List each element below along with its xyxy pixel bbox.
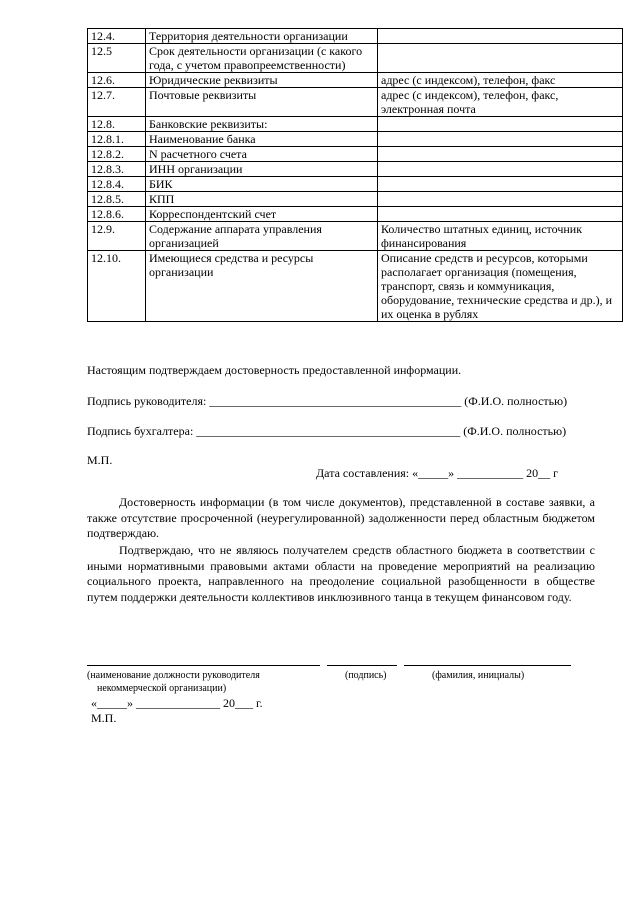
position-underline	[87, 665, 320, 666]
table-row	[88, 73, 623, 88]
compilation-date-line: Дата составления: «_____» ___________ 20__ г	[316, 466, 559, 480]
reliability-paragraph: Достоверность информации (в том числе документов), представленной в составе заявки, а также отсутствие просроченной (неурегулированной) задолженности перед областным бюджетом подтверждаю.	[87, 495, 595, 540]
signature-underline	[327, 665, 397, 666]
row-name-cell: БИК	[146, 177, 378, 192]
row-num-cell: 12.9.	[88, 222, 146, 251]
position-caption: (наименование должности руководителя	[87, 670, 260, 681]
table-row	[88, 88, 623, 117]
table-row	[88, 251, 623, 322]
row-name-cell: Корреспондентский счет	[146, 207, 378, 222]
table-row	[88, 147, 623, 162]
row-num-cell: 12.7.	[88, 88, 146, 117]
row-name-cell: Имеющиеся средства и ресурсы организации	[146, 251, 378, 322]
row-num-cell: 12.8.	[88, 117, 146, 132]
row-note-cell	[378, 177, 623, 192]
stamp-mark: М.П.	[87, 453, 113, 467]
signature-caption: (подпись)	[345, 670, 387, 681]
row-note-cell	[378, 29, 623, 44]
row-name-cell: Банковские реквизиты:	[146, 117, 378, 132]
table-row	[88, 162, 623, 177]
row-name-cell: Срок деятельности организации (с какого года, с учетом правопреемственности)	[146, 44, 378, 73]
row-note-cell	[378, 117, 623, 132]
row-note-cell	[378, 192, 623, 207]
row-num-cell: 12.8.1.	[88, 132, 146, 147]
row-name-cell: КПП	[146, 192, 378, 207]
row-name-cell: Почтовые реквизиты	[146, 88, 378, 117]
row-num-cell: 12.10.	[88, 251, 146, 322]
name-caption: (фамилия, инициалы)	[432, 670, 525, 681]
table-row	[88, 177, 623, 192]
row-note-cell	[378, 132, 623, 147]
head-signature-line: Подпись руководителя: __________________________________________ (Ф.И.О. полностью)	[87, 394, 568, 408]
signing-date-line: «_____» ______________ 20___ г.	[91, 696, 263, 710]
row-num-cell: 12.5	[88, 44, 146, 73]
row-num-cell: 12.8.6.	[88, 207, 146, 222]
row-num-cell: 12.8.3.	[88, 162, 146, 177]
row-name-cell: Содержание аппарата управления организацией	[146, 222, 378, 251]
table-row	[88, 132, 623, 147]
row-num-cell: 12.6.	[88, 73, 146, 88]
row-num-cell: 12.8.4.	[88, 177, 146, 192]
row-name-cell: N расчетного счета	[146, 147, 378, 162]
row-note-cell: Количество штатных единиц, источник финансирования	[378, 222, 623, 251]
table-row	[88, 207, 623, 222]
row-num-cell: 12.4.	[88, 29, 146, 44]
row-note-cell	[378, 207, 623, 222]
accountant-signature-line: Подпись бухгалтера: ____________________________________________ (Ф.И.О. полностью)	[87, 424, 567, 438]
table-row	[88, 117, 623, 132]
row-note-cell	[378, 162, 623, 177]
confirm-statement: Настоящим подтверждаем достоверность предоставленной информации.	[87, 363, 462, 377]
row-name-cell: ИНН организации	[146, 162, 378, 177]
table-row	[88, 192, 623, 207]
non-recipient-paragraph: Подтверждаю, что не являюсь получателем средств областного бюджета в соответствии с иными нормативными правовыми актами области на проведение мероприятий на реализацию социального проекта, направленного на преодоление социальной разобщенности в обществе путем поддержки деятельности коллективов инклюзивного танца в текущем финансовом году.	[87, 543, 595, 604]
row-note-cell: адрес (с индексом), телефон, факс	[378, 73, 623, 88]
row-name-cell: Территория деятельности организации	[146, 29, 378, 44]
stamp-mark-bottom: М.П.	[91, 711, 117, 725]
requisites-table	[87, 28, 623, 322]
row-num-cell: 12.8.2.	[88, 147, 146, 162]
row-note-cell: Описание средств и ресурсов, которыми располагает организация (помещения, транспорт, связь и коммуникация, оборудование, технические средства и др.), и их оценка в рублях	[378, 251, 623, 322]
row-note-cell	[378, 147, 623, 162]
row-name-cell: Наименование банка	[146, 132, 378, 147]
table-row	[88, 222, 623, 251]
table-row	[88, 29, 623, 44]
row-num-cell: 12.8.5.	[88, 192, 146, 207]
name-underline	[404, 665, 571, 666]
row-note-cell	[378, 44, 623, 73]
table-row	[88, 44, 623, 73]
organization-caption: некоммерческой организации)	[97, 683, 227, 694]
row-note-cell: адрес (с индексом), телефон, факс, электронная почта	[378, 88, 623, 117]
row-name-cell: Юридические реквизиты	[146, 73, 378, 88]
